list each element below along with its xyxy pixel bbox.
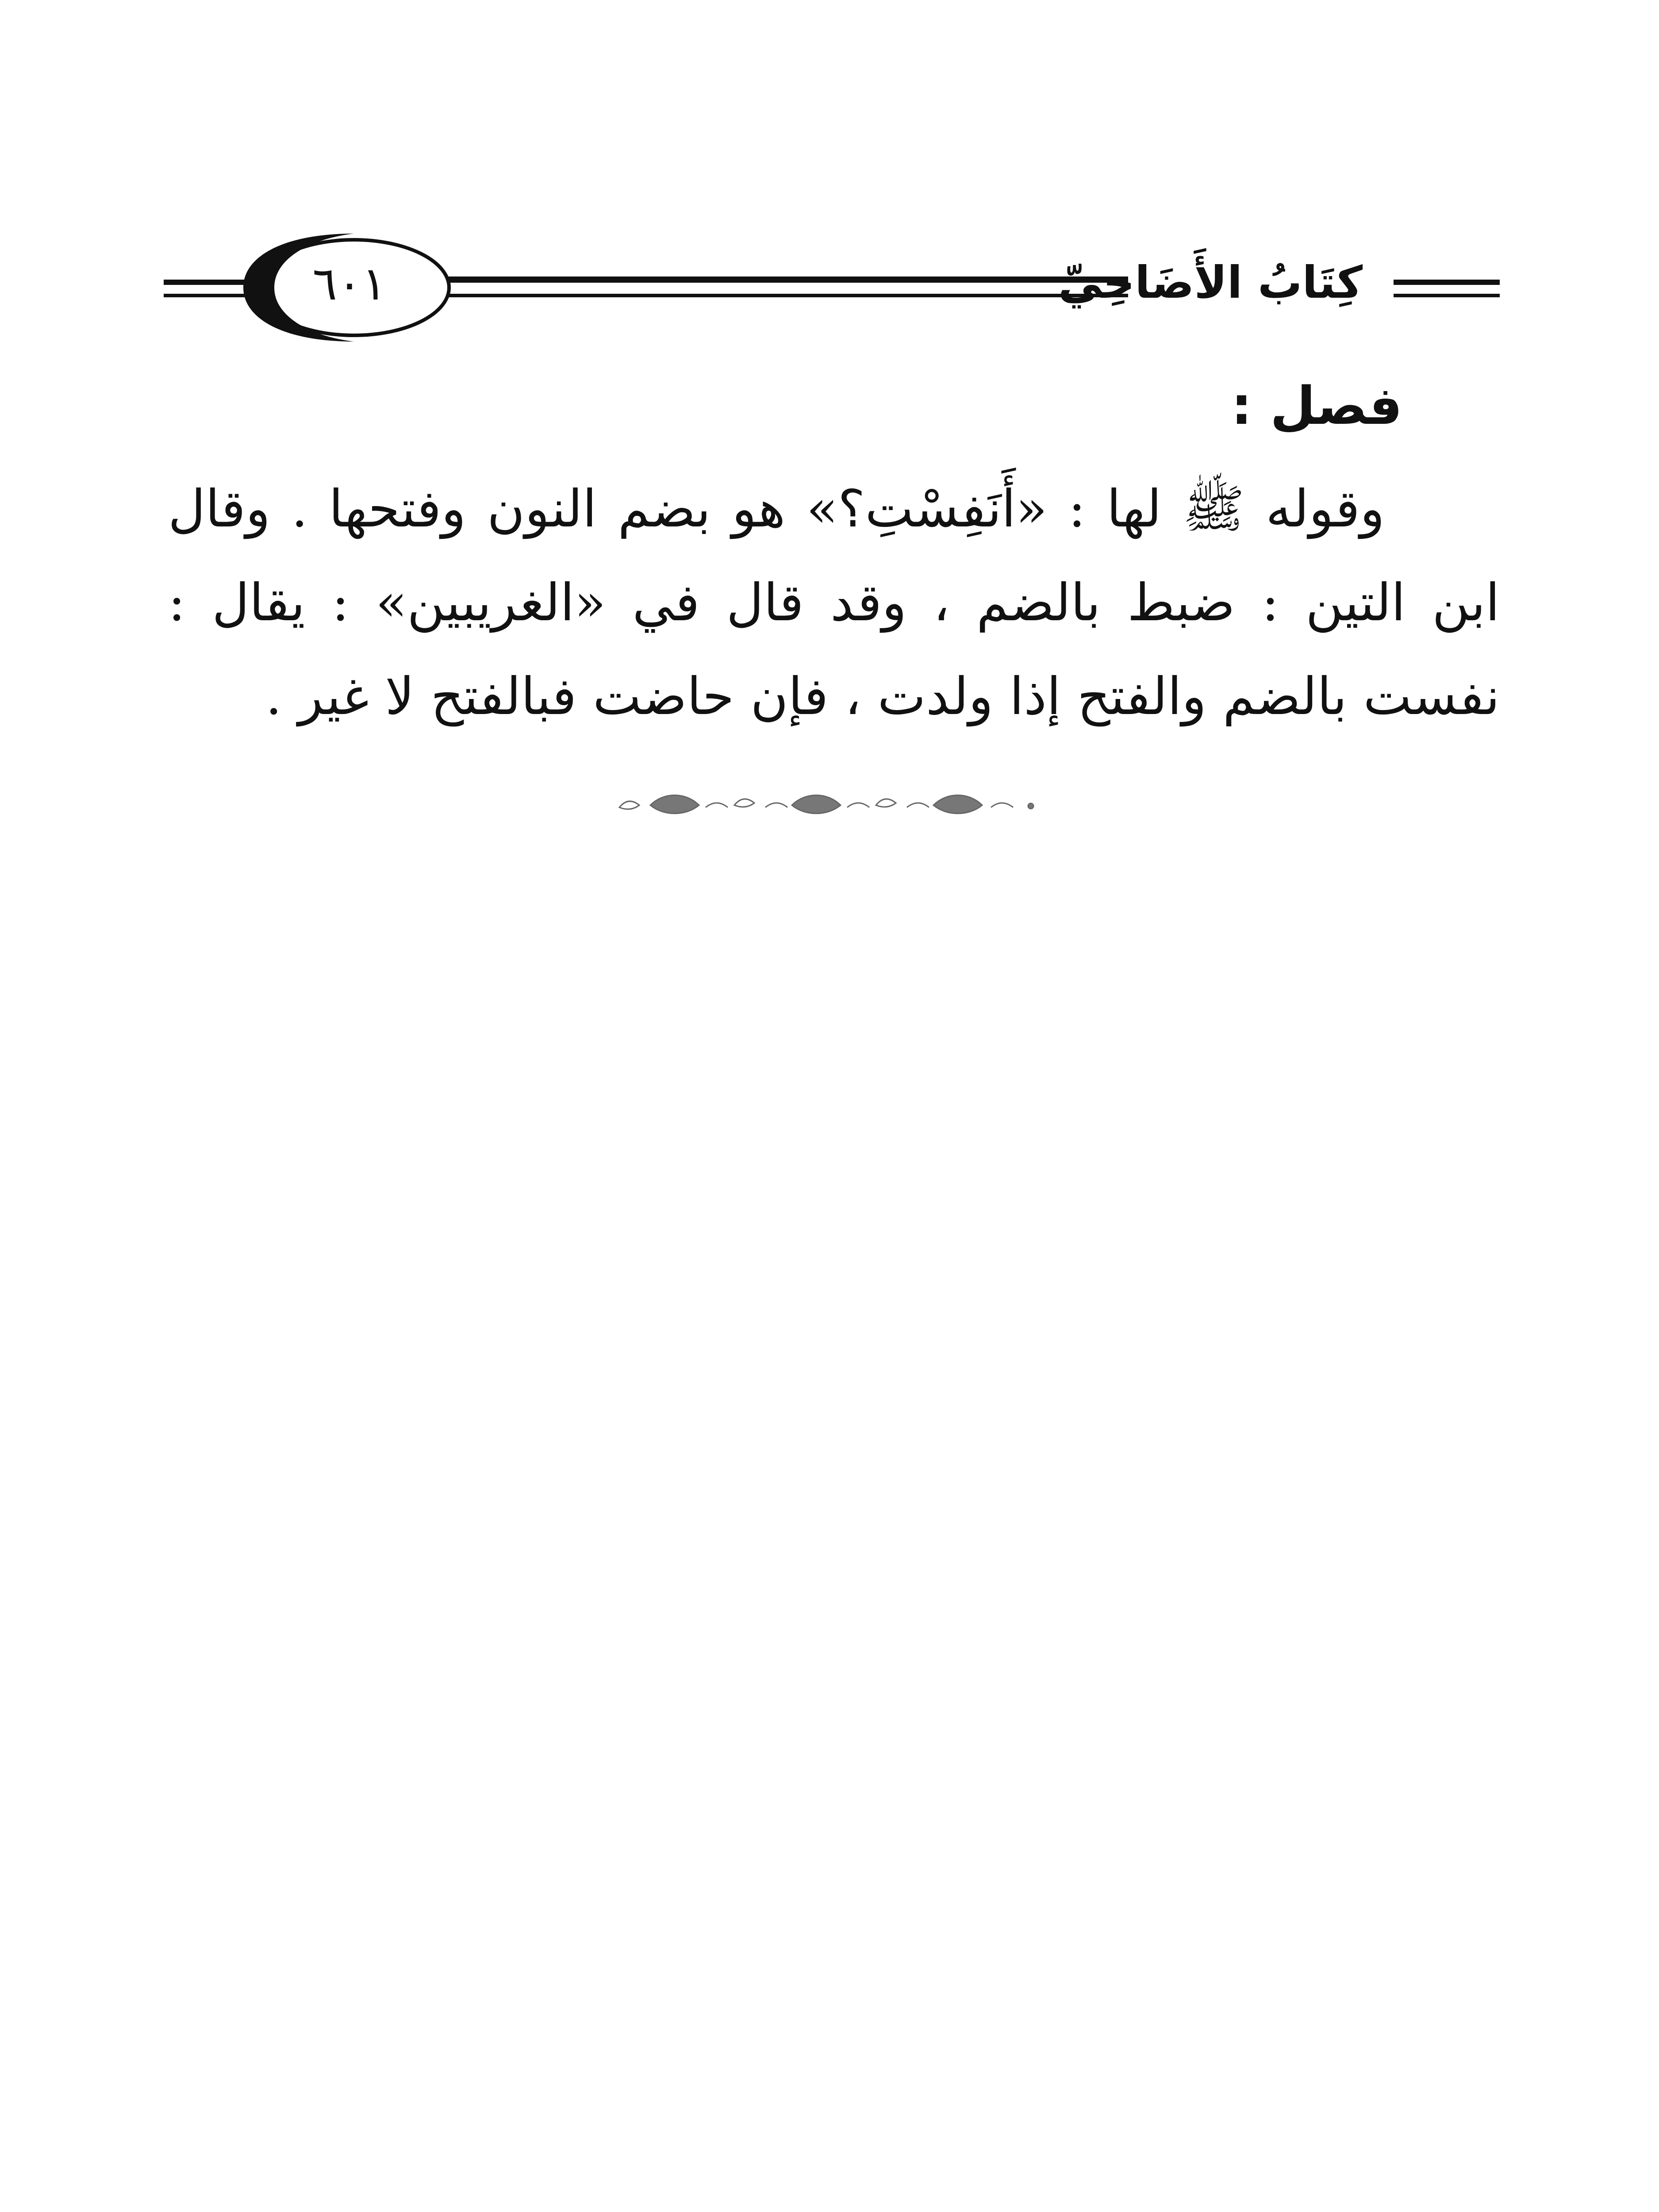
section-heading: فصل : <box>1231 375 1402 436</box>
body-paragraph: وقوله ﷺ لها : «أَنَفِسْتِ؟» هو بضم النون وفتحها . وقال ابن التين : ضبط بالضم ، وقد قال في «الغريبين» : يقال : نفست بالضم والفتح إذا ولدت ، فإن حاضت فبالفتح لا غير . <box>168 479 1500 726</box>
floral-divider-icon <box>611 787 1053 823</box>
book-title: كِتَابُ الأَضَاحِيِّ <box>1058 257 1363 308</box>
page-number: ٦٠١ <box>312 257 387 311</box>
running-header <box>164 230 1500 345</box>
